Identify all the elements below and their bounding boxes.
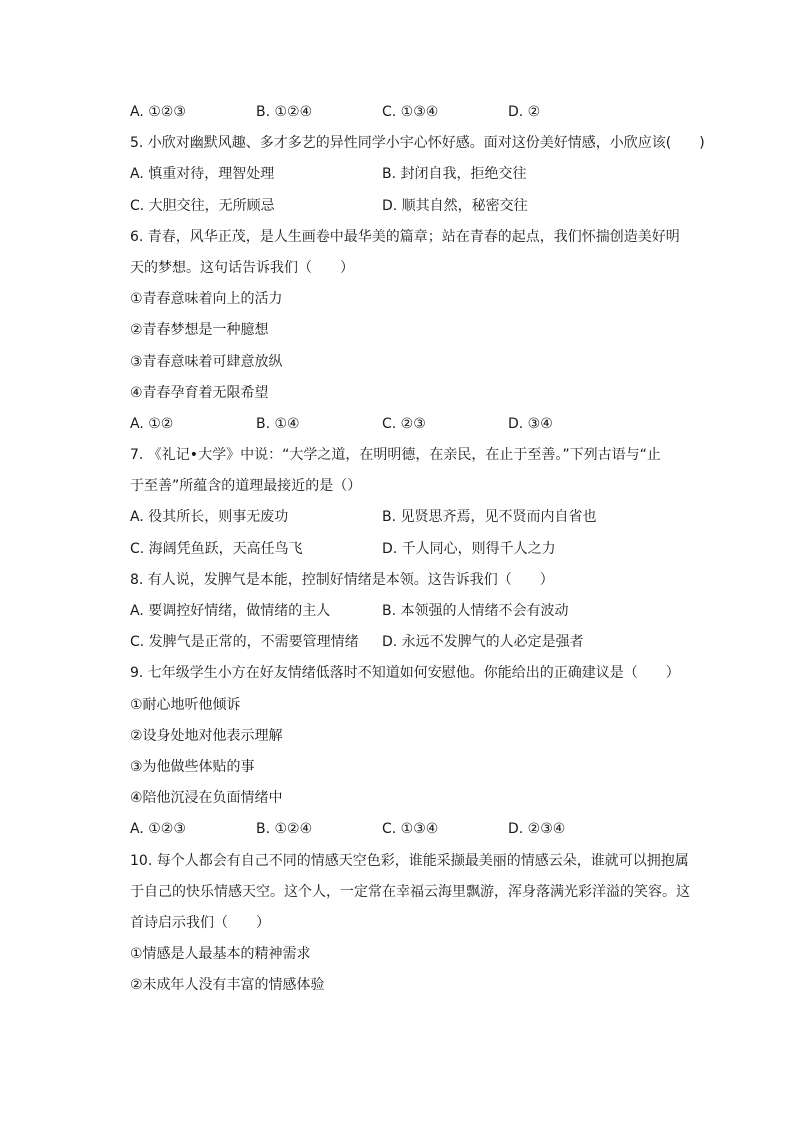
option-a: A. 慎重对待，理智处理 xyxy=(130,166,275,183)
q7-stem-line-1: 7. 《礼记•大学》中说：“大学之道，在明明德，在亲民，在止于至善。”下列古语与“止 xyxy=(130,447,661,464)
option-d: D. 顺其自然，秘密交往 xyxy=(382,197,528,214)
option-c: C. ①③④ xyxy=(382,821,439,838)
option-a: A. 役其所长，则事无废功 xyxy=(130,509,289,526)
q7-options-row-1 xyxy=(130,505,700,536)
q5-stem: 5. 小欣对幽默风趣、多才多艺的异性同学小宇心怀好感。面对这份美好情感，小欣应该( ) xyxy=(130,135,705,152)
q10-stem-line-1: 10. 每个人都会有自己不同的情感天空色彩，谁能采撷最美丽的情感云朵，谁就可以拥抱属 xyxy=(130,852,689,869)
option-a: A. 要调控好情绪，做情绪的主人 xyxy=(130,603,331,619)
q5-options-row-2 xyxy=(130,194,700,225)
option-b: B. ①④ xyxy=(256,415,300,432)
q9-item-3: ③为他做些体贴的事 xyxy=(130,758,255,775)
q6-stem-line-2: 天的梦想。这句话告诉我们（ ） xyxy=(130,259,354,276)
option-d: D. ②③④ xyxy=(508,821,566,838)
q7-options-row-2 xyxy=(130,537,700,568)
q8-options-row-2 xyxy=(130,630,700,661)
option-b: B. ①②④ xyxy=(256,821,313,838)
q6-item-4: ④青春孕育着无限希望 xyxy=(130,384,269,401)
option-b: B. ①②④ xyxy=(256,104,313,120)
option-d: D. ② xyxy=(508,104,541,120)
q10-item-2: ②未成年人没有丰富的情感体验 xyxy=(130,977,325,994)
option-d: D. 永远不发脾气的人必定是强者 xyxy=(382,634,584,651)
option-a: A. ①② xyxy=(130,415,174,432)
option-c: C. 大胆交往，无所顾忌 xyxy=(130,197,275,214)
q9-stem: 9. 七年级学生小方在好友情绪低落时不知道如何安慰他。你能给出的正确建议是（ ） xyxy=(130,665,680,682)
option-a: A. ①②③ xyxy=(130,821,186,838)
option-a: A. ①②③ xyxy=(130,104,186,120)
q5-options-row-1 xyxy=(130,162,700,193)
option-b: B. 见贤思齐焉，见不贤而内自省也 xyxy=(382,509,597,526)
option-b: B. 本领强的人情绪不会有波动 xyxy=(382,603,569,619)
q9-item-4: ④陪他沉浸在负面情绪中 xyxy=(130,790,283,807)
q10-stem-line-2: 于自己的快乐情感天空。这个人，一定常在幸福云海里飘游，浑身落满光彩洋溢的笑容。这 xyxy=(130,883,690,900)
q6-item-1: ①青春意味着向上的活力 xyxy=(130,291,283,308)
q4-options xyxy=(130,100,700,131)
q10-item-1: ①情感是人最基本的精神需求 xyxy=(130,946,311,963)
q9-item-1: ①耐心地听他倾诉 xyxy=(130,696,241,713)
q6-options xyxy=(130,412,700,443)
q10-stem-line-3: 首诗启示我们（ ） xyxy=(130,914,270,931)
q6-stem-line-1: 6. 青春，风华正茂，是人生画卷中最华美的篇章；站在青春的起点，我们怀揣创造美好明 xyxy=(130,228,680,245)
option-b: B. 封闭自我，拒绝交往 xyxy=(382,166,527,183)
q8-options-row-1 xyxy=(130,599,700,630)
q8-stem: 8. 有人说，发脾气是本能，控制好情绪是本领。这告诉我们（ ） xyxy=(130,571,554,588)
option-d: D. 千人同心，则得千人之力 xyxy=(382,540,556,557)
q6-item-2: ②青春梦想是一种臆想 xyxy=(130,322,269,339)
q6-item-3: ③青春意味着可肆意放纵 xyxy=(130,353,283,370)
option-c: C. ①③④ xyxy=(382,104,439,120)
option-d: D. ③④ xyxy=(508,415,553,432)
option-c: C. 发脾气是正常的，不需要管理情绪 xyxy=(130,634,359,651)
q9-options xyxy=(130,817,700,848)
q7-stem-line-2: 于至善”所蕴含的道理最接近的是（） xyxy=(130,478,362,495)
option-c: C. 海阔凭鱼跃，天高任鸟飞 xyxy=(130,540,303,557)
option-c: C. ②③ xyxy=(382,415,426,432)
q9-item-2: ②设身处地对他表示理解 xyxy=(130,727,283,744)
